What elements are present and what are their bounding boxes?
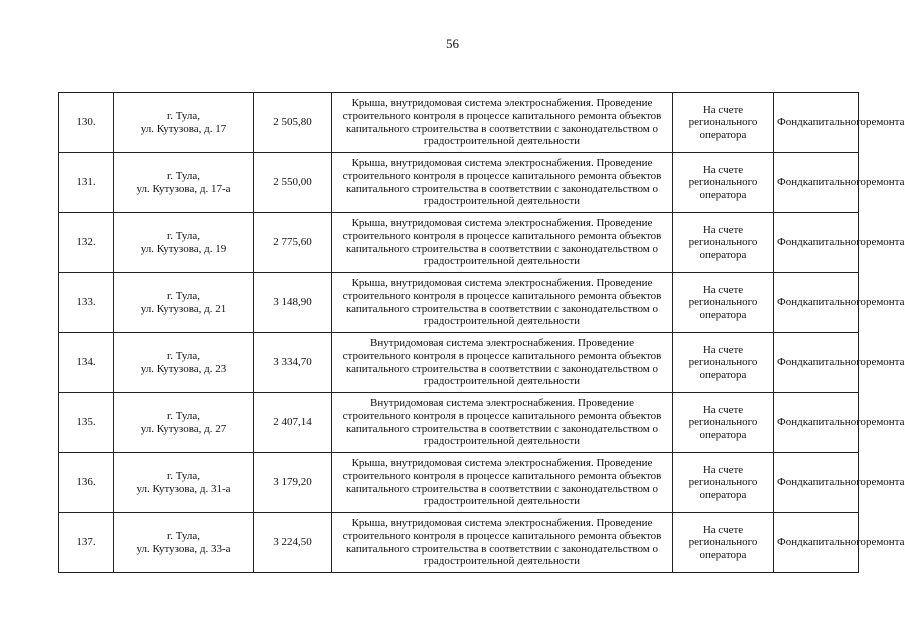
work-type-cell: Крыша, внутридомовая система электроснабжения. Проведение строительного контроля в процессе капитального ремонта объектов капитального строительства в соответствии с законодательством о градостроительной деятельности — [332, 153, 673, 213]
funding-source-line: ремонта — [865, 296, 905, 309]
fund-method-cell — [673, 333, 774, 393]
address-street: ул. Кутузова, д. 31-а — [136, 482, 231, 495]
fund-method-line: На счете — [702, 223, 744, 236]
funding-source-cell — [774, 393, 905, 453]
area-cell: 2 407,14 — [254, 393, 332, 453]
area-cell: 2 775,60 — [254, 213, 332, 273]
address-city: г. Тула, — [166, 409, 201, 422]
work-type-cell: Внутридомовая система электроснабжения. Проведение строительного контроля в процессе капитального ремонта объектов капитального строительства в соответствии с законодательством о градостроительной деятельности — [332, 333, 673, 393]
address-street: ул. Кутузова, д. 21 — [140, 302, 227, 315]
fund-method-line: оператора — [699, 308, 747, 321]
funding-source-line: Фонд — [777, 536, 803, 549]
work-type-cell: Крыша, внутридомовая система электроснабжения. Проведение строительного контроля в процессе капитального ремонта объектов капитального строительства в соответствии с законодательством о градостроительной деятельности — [332, 93, 673, 153]
row-number: 133. — [59, 273, 114, 333]
funding-source-line: Фонд — [777, 416, 803, 429]
funding-source-line: Фонд — [777, 476, 803, 489]
funding-source-cell — [774, 273, 905, 333]
fund-method-line: регионального — [688, 476, 758, 489]
funding-source-line: капитального — [802, 236, 866, 249]
row-number: 135. — [59, 393, 114, 453]
table-row — [59, 333, 859, 393]
fund-method-cell — [673, 93, 774, 153]
fund-method-line: регионального — [688, 356, 758, 369]
table-row — [59, 153, 859, 213]
area-cell: 3 334,70 — [254, 333, 332, 393]
address-cell — [114, 153, 254, 213]
funding-source-line: капитального — [802, 116, 866, 129]
fund-method-line: На счете — [702, 163, 744, 176]
work-type-cell: Крыша, внутридомовая система электроснабжения. Проведение строительного контроля в процессе капитального ремонта объектов капитального строительства в соответствии с законодательством о градостроительной деятельности — [332, 273, 673, 333]
fund-method-line: оператора — [699, 248, 747, 261]
funding-source-cell — [774, 93, 905, 153]
area-cell: 3 179,20 — [254, 453, 332, 513]
fund-method-line: регионального — [688, 176, 758, 189]
fund-method-line: оператора — [699, 488, 747, 501]
table-row — [59, 213, 859, 273]
address-cell — [114, 213, 254, 273]
repair-register-table — [58, 92, 905, 573]
funding-source-line: ремонта — [865, 356, 905, 369]
address-city: г. Тула, — [166, 529, 201, 542]
address-street: ул. Кутузова, д. 17 — [140, 122, 227, 135]
area-cell: 3 148,90 — [254, 273, 332, 333]
row-number: 132. — [59, 213, 114, 273]
fund-method-line: На счете — [702, 103, 744, 116]
row-number: 130. — [59, 93, 114, 153]
address-city: г. Тула, — [166, 169, 201, 182]
fund-method-line: оператора — [699, 548, 747, 561]
fund-method-line: На счете — [702, 523, 744, 536]
table-row — [59, 273, 859, 333]
funding-source-cell — [774, 213, 905, 273]
table-row — [59, 93, 859, 153]
address-city: г. Тула, — [166, 349, 201, 362]
fund-method-line: регионального — [688, 416, 758, 429]
work-type-cell: Крыша, внутридомовая система электроснабжения. Проведение строительного контроля в процессе капитального ремонта объектов капитального строительства в соответствии с законодательством о градостроительной деятельности — [332, 213, 673, 273]
fund-method-line: оператора — [699, 128, 747, 141]
fund-method-cell — [673, 453, 774, 513]
area-cell: 2 505,80 — [254, 93, 332, 153]
fund-method-line: На счете — [702, 463, 744, 476]
funding-source-cell — [774, 453, 905, 513]
fund-method-line: регионального — [688, 236, 758, 249]
funding-source-line: ремонта — [865, 416, 905, 429]
fund-method-line: На счете — [702, 283, 744, 296]
fund-method-line: оператора — [699, 428, 747, 441]
funding-source-line: Фонд — [777, 356, 803, 369]
funding-source-cell — [774, 513, 905, 573]
address-cell — [114, 273, 254, 333]
address-city: г. Тула, — [166, 109, 201, 122]
area-cell: 3 224,50 — [254, 513, 332, 573]
funding-source-line: капитального — [802, 356, 866, 369]
row-number: 134. — [59, 333, 114, 393]
funding-source-line: капитального — [802, 416, 866, 429]
fund-method-line: оператора — [699, 368, 747, 381]
funding-source-line: ремонта — [865, 116, 905, 129]
address-street: ул. Кутузова, д. 27 — [140, 422, 227, 435]
funding-source-cell — [774, 153, 905, 213]
funding-source-line: Фонд — [777, 296, 803, 309]
row-number: 137. — [59, 513, 114, 573]
address-street: ул. Кутузова, д. 33-а — [136, 542, 231, 555]
fund-method-line: На счете — [702, 343, 744, 356]
funding-source-line: ремонта — [865, 476, 905, 489]
address-cell — [114, 513, 254, 573]
fund-method-line: регионального — [688, 116, 758, 129]
funding-source-line: Фонд — [777, 116, 803, 129]
page-number: 56 — [446, 36, 459, 51]
funding-source-line: Фонд — [777, 176, 803, 189]
funding-source-line: капитального — [802, 176, 866, 189]
address-city: г. Тула, — [166, 289, 201, 302]
address-street: ул. Кутузова, д. 17-а — [136, 182, 231, 195]
fund-method-line: регионального — [688, 536, 758, 549]
funding-source-line: капитального — [802, 296, 866, 309]
address-city: г. Тула, — [166, 469, 201, 482]
address-cell — [114, 93, 254, 153]
fund-method-cell — [673, 273, 774, 333]
funding-source-line: капитального — [802, 476, 866, 489]
work-type-cell: Крыша, внутридомовая система электроснабжения. Проведение строительного контроля в процессе капитального ремонта объектов капитального строительства в соответствии с законодательством о градостроительной деятельности — [332, 453, 673, 513]
fund-method-line: регионального — [688, 296, 758, 309]
address-street: ул. Кутузова, д. 19 — [140, 242, 227, 255]
funding-source-line: ремонта — [865, 236, 905, 249]
fund-method-line: оператора — [699, 188, 747, 201]
table-row — [59, 393, 859, 453]
table-row — [59, 453, 859, 513]
fund-method-cell — [673, 393, 774, 453]
address-cell — [114, 333, 254, 393]
address-city: г. Тула, — [166, 229, 201, 242]
funding-source-line: ремонта — [865, 176, 905, 189]
funding-source-line: капитального — [802, 536, 866, 549]
funding-source-line: Фонд — [777, 236, 803, 249]
row-number: 131. — [59, 153, 114, 213]
fund-method-cell — [673, 513, 774, 573]
work-type-cell: Крыша, внутридомовая система электроснабжения. Проведение строительного контроля в процессе капитального ремонта объектов капитального строительства в соответствии с законодательством о градостроительной деятельности — [332, 513, 673, 573]
table-body — [59, 93, 905, 573]
row-number: 136. — [59, 453, 114, 513]
work-type-cell: Внутридомовая система электроснабжения. Проведение строительного контроля в процессе капитального ремонта объектов капитального строительства в соответствии с законодательством о градостроительной деятельности — [332, 393, 673, 453]
table-row — [59, 513, 859, 573]
area-cell: 2 550,00 — [254, 153, 332, 213]
funding-source-cell — [774, 333, 905, 393]
address-cell — [114, 453, 254, 513]
address-cell — [114, 393, 254, 453]
funding-source-line: ремонта — [865, 536, 905, 549]
fund-method-cell — [673, 213, 774, 273]
address-street: ул. Кутузова, д. 23 — [140, 362, 227, 375]
fund-method-line: На счете — [702, 403, 744, 416]
fund-method-cell — [673, 153, 774, 213]
